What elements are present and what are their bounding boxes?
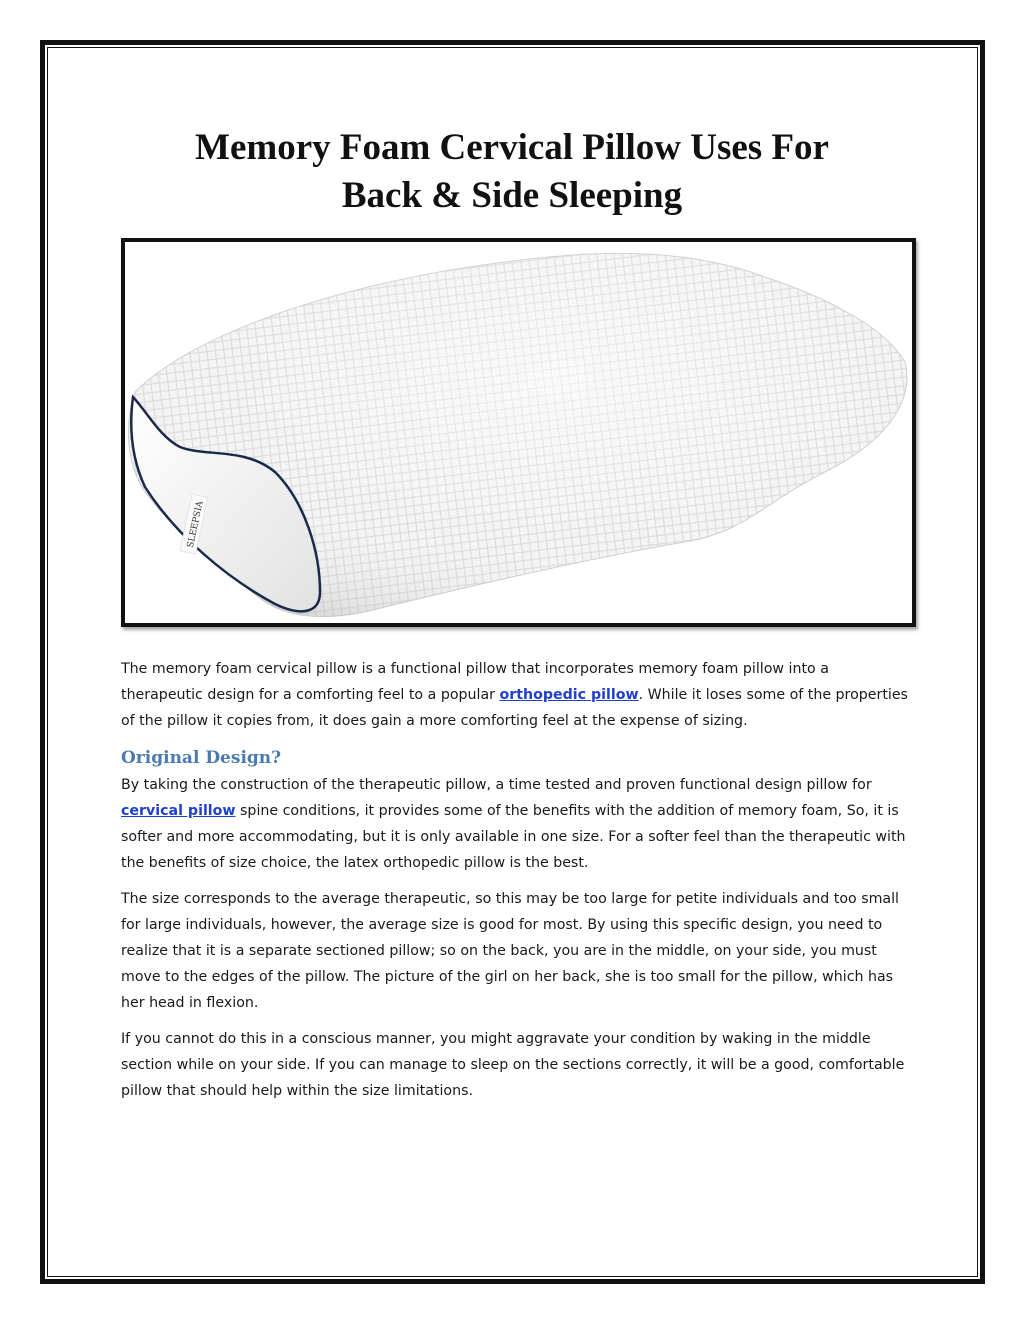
page-title	[120, 124, 904, 220]
section-paragraph-1	[121, 772, 911, 876]
section-paragraph-2: The size corresponds to the average therapeutic, so this may be too large for petite individuals and too small for large individuals, however, the average size is good for most. By using this specific design, you need to realize that it is a separate sectioned pillow; so on the back, you are in the middle, on your side, you must move to the edges of the pillow. The picture of the girl on her back, she is too small for the pillow, which has her head in flexion.	[121, 891, 899, 1011]
intro-text-2: . While it loses some of the properties of the pillow it copies from, it does gain a more comforting feel at the expense of sizing.	[121, 687, 908, 729]
intro-text-1: The memory foam cervical pillow is a functional pillow that incorporates memory foam pillow into a therapeutic design for a comforting feel to a popular	[121, 661, 829, 703]
brand-label: SLEEPSIA	[185, 500, 206, 549]
intro-paragraph	[121, 656, 911, 734]
title-line-1: Memory Foam Cervical Pillow Uses For	[195, 127, 829, 168]
section-heading: Original Design?	[121, 748, 282, 768]
cervical-pillow-link[interactable]: cervical pillow	[121, 803, 236, 819]
orthopedic-pillow-link[interactable]: orthopedic pillow	[499, 687, 639, 703]
section-paragraph-3: If you cannot do this in a conscious manner, you might aggravate your condition by waking in the middle section while on your side. If you can manage to sleep on the sections correctly, it will be a good, comfortable pillow that should help within the size limitations.	[121, 1031, 905, 1099]
section-p1-text-2: spine conditions, it provides some of the benefits with the addition of memory foam, So, it is softer and more accommodating, but it is only available in one size. For a softer feel than the therapeutic with the benefits of size choice, the latex orthopedic pillow is the best.	[121, 803, 906, 871]
article-body	[121, 656, 911, 1114]
pillow-illustration	[125, 242, 912, 623]
title-line-2: Back & Side Sleeping	[341, 175, 683, 216]
section-p1-text-1: By taking the construction of the therapeutic pillow, a time tested and proven functional design pillow for	[121, 777, 872, 793]
pillow-image	[121, 238, 916, 627]
